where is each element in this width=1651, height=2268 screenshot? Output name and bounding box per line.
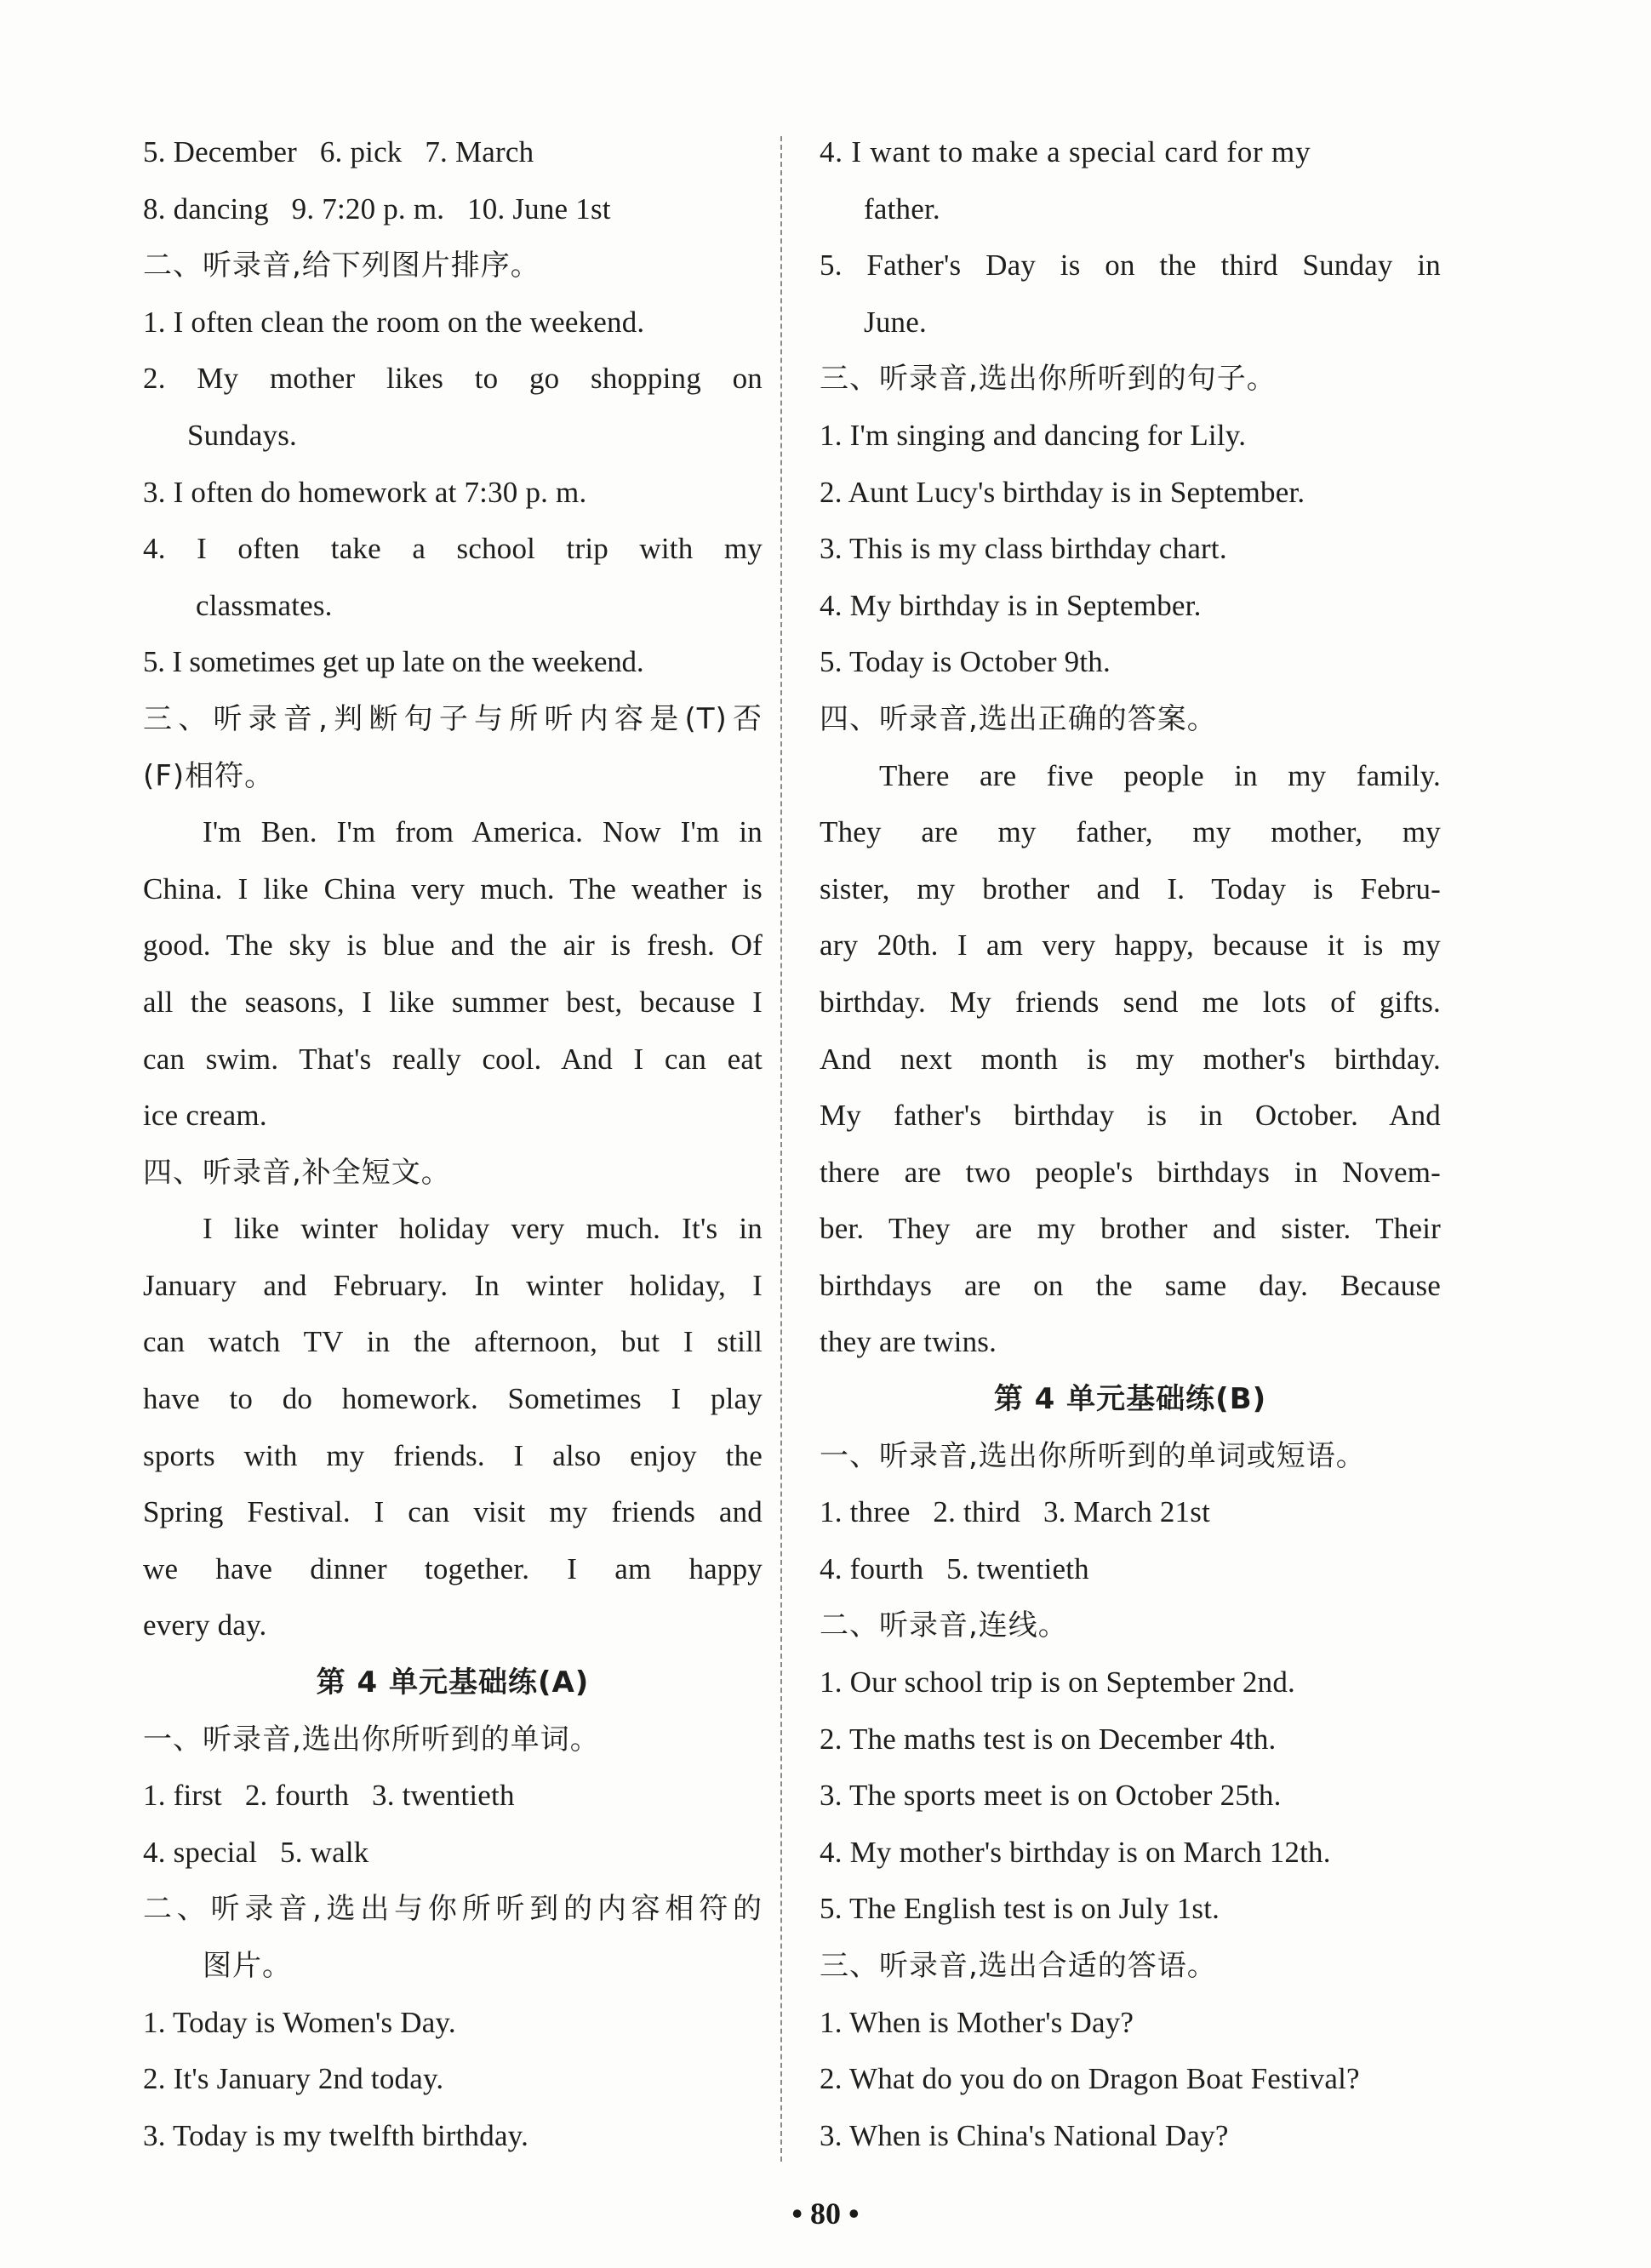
list-item: 5. I sometimes get up late on the weekend.	[143, 645, 644, 679]
answer-line: 1. first 2. fourth 3. twentieth	[143, 1779, 515, 1813]
passage-line: can swim. That's really cool. And I can eat	[143, 1042, 763, 1076]
passage-line: ber. They are my brother and sister. Their	[820, 1212, 1441, 1246]
section-heading: 一、听录音,选出你所听到的单词。	[143, 1722, 600, 1757]
list-item: 4. My birthday is in September.	[820, 588, 1202, 622]
section-heading: 三、听录音,判断句子与所听内容是(T)否	[143, 701, 763, 736]
list-item: 4. I often take a school trip with my	[143, 532, 763, 566]
passage-line: birthdays are on the same day. Because	[820, 1268, 1441, 1302]
list-item: 3. The sports meet is on October 25th.	[820, 1779, 1282, 1813]
list-item: 3. When is China's National Day?	[820, 2118, 1229, 2152]
list-item: 5. The English test is on July 1st.	[820, 1892, 1220, 1926]
unit-title: 第 4 单元基础练(A)	[316, 1665, 590, 1700]
list-item-continuation: Sundays.	[187, 418, 297, 452]
list-item: 1. I'm singing and dancing for Lily.	[820, 418, 1247, 452]
list-item: 3. Today is my twelfth birthday.	[143, 2118, 529, 2152]
list-item-continuation: June.	[864, 305, 927, 339]
list-item: 3. This is my class birthday chart.	[820, 532, 1227, 566]
passage-line: Spring Festival. I can visit my friends and	[143, 1495, 763, 1529]
passage-line: China. I like China very much. The weather is	[143, 871, 763, 905]
list-item: 2. It's January 2nd today.	[143, 2062, 444, 2096]
list-item-continuation: classmates.	[196, 588, 333, 622]
passage-line: I like winter holiday very much. It's in	[203, 1212, 763, 1246]
section-heading: 四、听录音,选出正确的答案。	[820, 701, 1217, 736]
passage-line: There are five people in my family.	[879, 758, 1441, 792]
answer-line: 5. December 6. pick 7. March	[143, 135, 534, 169]
passage-line: And next month is my mother's birthday.	[820, 1042, 1441, 1076]
passage-line: we have dinner together. I am happy	[143, 1551, 763, 1585]
list-item: 4. I want to make a special card for my	[820, 135, 1311, 169]
passage-line: sports with my friends. I also enjoy the	[143, 1438, 763, 1472]
column-divider	[780, 136, 782, 2162]
list-item: 5. Father's Day is on the third Sunday in	[820, 249, 1441, 283]
passage-line: all the seasons, I like summer best, because I	[143, 985, 763, 1019]
left-column	[143, 124, 763, 2164]
list-item: 2. What do you do on Dragon Boat Festival?	[820, 2062, 1360, 2096]
list-item: 1. When is Mother's Day?	[820, 2005, 1134, 2039]
unit-title: 第 4 单元基础练(B)	[993, 1382, 1267, 1417]
passage-line: have to do homework. Sometimes I play	[143, 1382, 763, 1416]
passage-line: They are my father, my mother, my	[820, 815, 1441, 849]
section-heading: 二、听录音,选出与你所听到的内容相符的	[143, 1892, 763, 1927]
list-item: 2. My mother likes to go shopping on	[143, 362, 763, 396]
passage-line: sister, my brother and I. Today is Febru-	[820, 871, 1441, 905]
answer-line: 1. three 2. third 3. March 21st	[820, 1495, 1210, 1529]
passage-line: ice cream.	[143, 1099, 267, 1133]
section-heading: 一、听录音,选出你所听到的单词或短语。	[820, 1438, 1366, 1473]
page-number: • 80 •	[791, 2197, 860, 2231]
passage-line: I'm Ben. I'm from America. Now I'm in	[203, 815, 763, 849]
list-item: 4. My mother's birthday is on March 12th.	[820, 1835, 1331, 1869]
section-heading: 二、听录音,给下列图片排序。	[143, 249, 540, 283]
list-item: 2. Aunt Lucy's birthday is in September.	[820, 475, 1305, 509]
passage-line: can watch TV in the afternoon, but I still	[143, 1325, 763, 1359]
list-item: 2. The maths test is on December 4th.	[820, 1722, 1277, 1756]
section-heading: 三、听录音,选出合适的答语。	[820, 1949, 1217, 1983]
section-heading: 三、听录音,选出你所听到的句子。	[820, 362, 1277, 397]
list-item: 1. Our school trip is on September 2nd.	[820, 1665, 1295, 1700]
list-item: 3. I often do homework at 7:30 p. m.	[143, 475, 587, 509]
list-item-continuation: father.	[864, 191, 940, 226]
section-heading-continuation: 图片。	[203, 1949, 292, 1983]
passage-line: My father's birthday is in October. And	[820, 1099, 1441, 1133]
passage-line: birthday. My friends send me lots of gifts.	[820, 985, 1441, 1019]
answer-line: 8. dancing 9. 7:20 p. m. 10. June 1st	[143, 191, 611, 226]
passage-line: good. The sky is blue and the air is fresh. Of	[143, 928, 763, 963]
section-heading: 四、听录音,补全短文。	[143, 1155, 451, 1190]
passage-line: ary 20th. I am very happy, because it is my	[820, 928, 1441, 963]
list-item: 1. I often clean the room on the weekend.	[143, 305, 645, 339]
list-item: 5. Today is October 9th.	[820, 645, 1111, 679]
answer-line: 4. special 5. walk	[143, 1835, 369, 1869]
passage-line: they are twins.	[820, 1325, 997, 1359]
passage-line: January and February. In winter holiday, I	[143, 1268, 763, 1302]
answer-line: 4. fourth 5. twentieth	[820, 1551, 1089, 1585]
section-heading-continuation: (F)相符。	[143, 758, 275, 793]
passage-line: there are two people's birthdays in Novem-	[820, 1155, 1441, 1189]
passage-line: every day.	[143, 1608, 267, 1642]
list-item: 1. Today is Women's Day.	[143, 2005, 456, 2039]
section-heading: 二、听录音,连线。	[820, 1608, 1068, 1643]
right-column	[820, 124, 1441, 2164]
